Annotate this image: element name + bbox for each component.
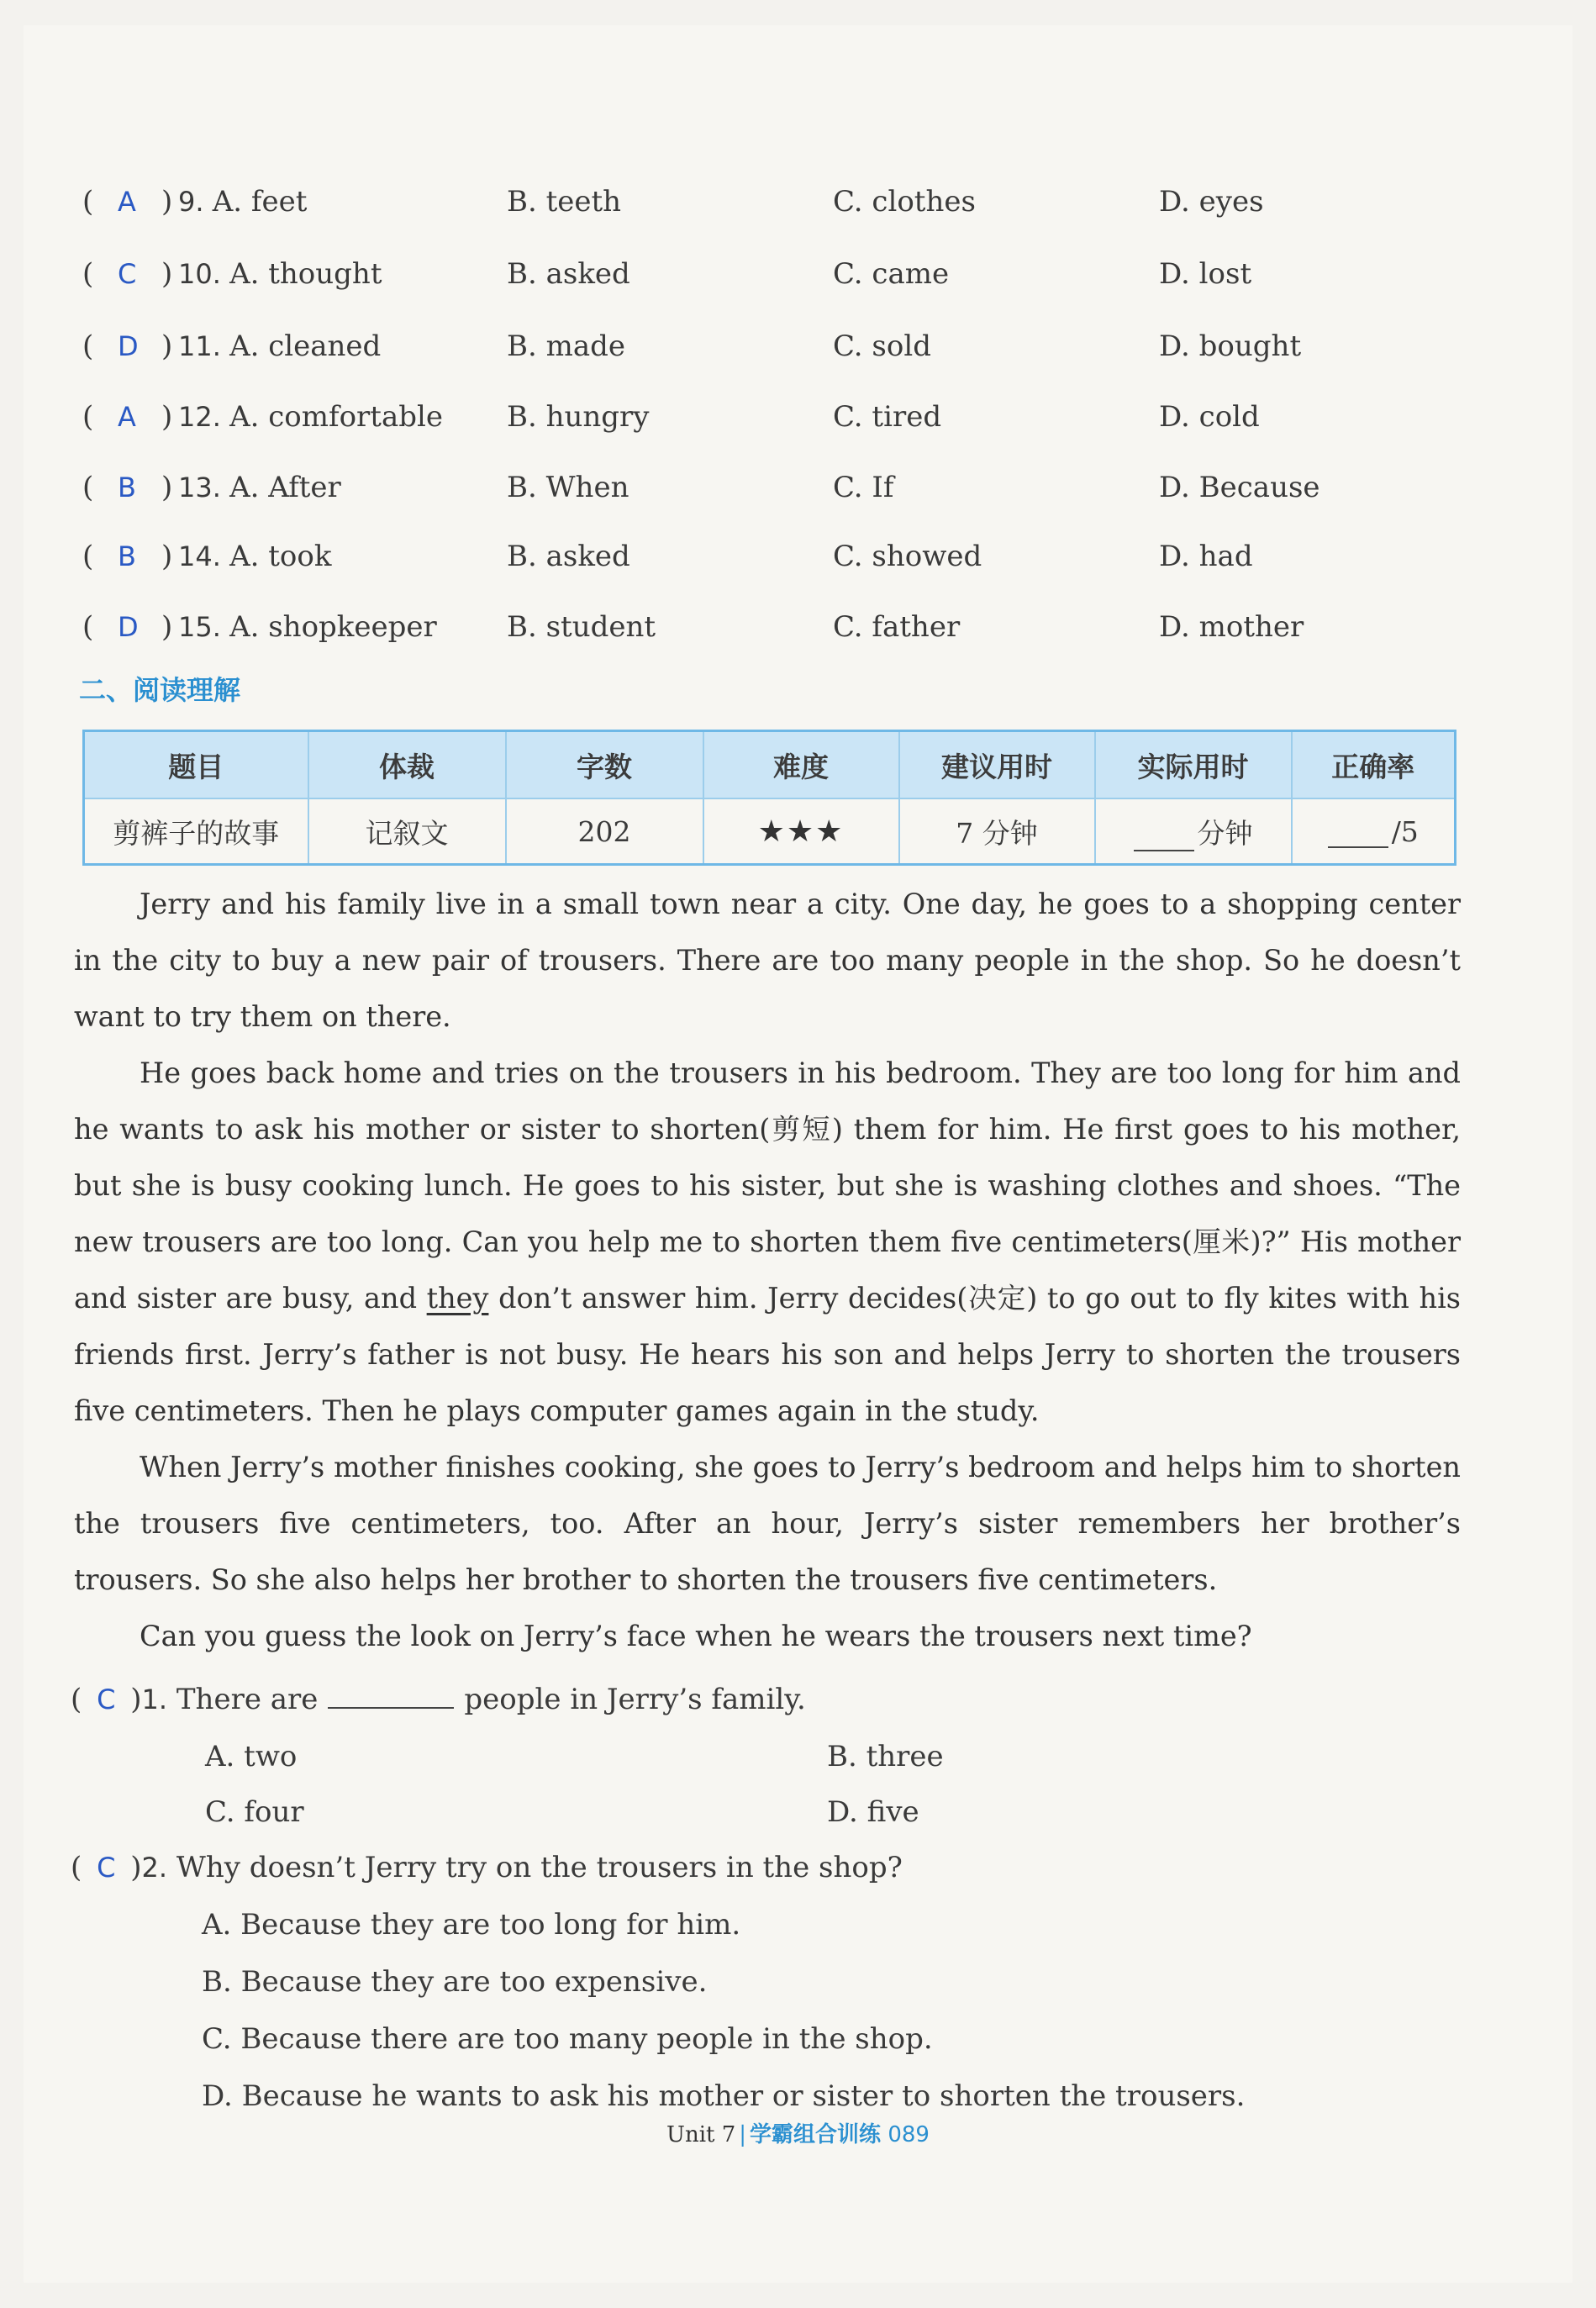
header-actual-time: 实际用时	[1095, 731, 1292, 799]
answer-mark: D	[118, 611, 139, 643]
answer-mark: A	[118, 186, 136, 218]
header-words: 字数	[506, 731, 703, 799]
cloze-row: ( B ) 13. A. After B. When C. If D. Because	[82, 462, 1444, 513]
q1-option-a: A. two	[205, 1740, 298, 1773]
q1-option-b: B. three	[827, 1740, 944, 1773]
header-accuracy: 正确率	[1292, 731, 1456, 799]
question-2: ( C )2. Why doesn’t Jerry try on the trousers in the shop?	[71, 1841, 903, 1894]
passage-paragraph: Jerry and his family live in a small town near a city. One day, he goes to a shopping center in the city to buy a new pair of trousers. There are too many people in the shop. So he doesn’t want to try them on there.	[74, 888, 1461, 1033]
footer-unit: Unit 7	[666, 2122, 736, 2147]
option-b: B. asked	[507, 257, 630, 291]
passage-paragraph: When Jerry’s mother finishes cooking, she goes to Jerry’s bedroom and helps him to shorten the trousers five centimeters, too. After an hour, Jerry’s sister remembers her brother’s trousers. So she also helps her brother to shorten the trousers five centimeters.	[74, 1451, 1461, 1596]
table-row	[84, 798, 1456, 865]
cell-accuracy	[1292, 798, 1456, 865]
option-c: C. sold	[833, 329, 931, 363]
option-d: D. Because	[1159, 471, 1320, 504]
option-a: A. shopkeeper	[229, 610, 437, 644]
question-number: 15. A. shopkeeper	[178, 610, 437, 644]
footer-separator: |	[739, 2122, 747, 2147]
q2-option-d: D. Because he wants to ask his mother or sister to shorten the trousers.	[202, 2079, 1246, 2113]
passage-paragraph: Can you guess the look on Jerry’s face when he wears the trousers next time?	[140, 1620, 1252, 1652]
underlined-word: they	[426, 1282, 489, 1315]
section-title: 二、阅读理解	[79, 674, 241, 706]
page-number: 089	[888, 2122, 930, 2147]
reading-info-table	[82, 730, 1456, 866]
question-1: ( C )1. There are people in Jerry’s family.	[71, 1673, 806, 1726]
cloze-row: ( D ) 11. A. cleaned B. made C. sold D. bought	[82, 321, 1444, 371]
option-d: D. mother	[1159, 610, 1304, 644]
option-d: D. eyes	[1159, 185, 1264, 219]
option-a: A. cleaned	[229, 329, 382, 363]
question-number: 13. A. After	[178, 471, 341, 504]
option-b: B. made	[507, 329, 625, 363]
cell-genre: 记叙文	[308, 798, 506, 865]
q1-option-c: C. four	[205, 1795, 304, 1829]
option-d: D. had	[1159, 540, 1253, 573]
cloze-row: ( A ) 9. A. feet B. teeth C. clothes D. eyes	[82, 177, 1444, 227]
cell-words: 202	[506, 798, 703, 865]
question-number: 10. A. thought	[178, 257, 382, 291]
table-header-row	[84, 731, 1456, 799]
answer-mark: B	[118, 472, 136, 503]
q2-option-b: B. Because they are too expensive.	[202, 1965, 708, 1999]
question-number: 11. A. cleaned	[178, 329, 382, 363]
cell-actual-time	[1095, 798, 1292, 865]
option-a: A. comfortable	[229, 400, 443, 434]
option-c: C. came	[833, 257, 950, 291]
cloze-row: ( D ) 15. A. shopkeeper B. student C. father D. mother	[82, 602, 1444, 652]
header-difficulty: 难度	[703, 731, 899, 799]
answer-mark: B	[118, 540, 136, 572]
answer-mark: A	[118, 401, 136, 433]
option-c: C. tired	[833, 400, 942, 434]
header-genre: 体裁	[308, 731, 506, 799]
answer-mark: C	[97, 1684, 116, 1715]
cloze-row: ( B ) 14. A. took B. asked C. showed D. had	[82, 531, 1444, 582]
option-b: B. teeth	[507, 185, 622, 219]
cell-suggested-time: 7 分钟	[899, 798, 1095, 865]
cloze-row: ( A ) 12. A. comfortable B. hungry C. tired D. cold	[82, 392, 1444, 442]
option-a: A. thought	[229, 257, 382, 291]
q1-option-d: D. five	[827, 1795, 919, 1829]
accuracy-blank[interactable]	[1328, 821, 1388, 848]
option-d: D. lost	[1159, 257, 1252, 291]
passage-paragraph: He goes back home and tries on the trousers in his bedroom. They are too long for him and he wants to ask his mother or sister to shorten(剪短) them for him. He first goes to his mother, but she is busy cooking lunch. He goes to his sister, but she is washing clothes and shoes. “The new trousers are too long. Can you help me to shorten them five centimeters(厘米)?” His mother and sister are busy, and they don’t answer him. Jerry decides(决定) to go out to fly kites with his friends first. Jerry’s father is not busy. He hears his son and helps Jerry to shorten the trousers five centimeters. Then he plays computer games again in the study.	[74, 1057, 1461, 1427]
question-number: 12. A. comfortable	[178, 400, 443, 434]
footer-brand: 学霸组合训练	[750, 2122, 882, 2147]
answer-mark: D	[118, 330, 139, 362]
answer-blank[interactable]	[328, 1678, 454, 1709]
option-a: A. took	[229, 540, 332, 573]
question-number: 14. A. took	[178, 540, 332, 573]
cloze-row: ( C ) 10. A. thought B. asked C. came D. lost	[82, 249, 1444, 299]
option-b: B. student	[507, 610, 656, 644]
accuracy-total: /5	[1391, 814, 1419, 848]
actual-time-blank[interactable]	[1134, 825, 1194, 851]
option-c: C. showed	[833, 540, 982, 573]
question-number: 1.	[141, 1684, 168, 1715]
option-c: C. If	[833, 471, 894, 504]
option-c: C. father	[833, 610, 961, 644]
option-c: C. clothes	[833, 185, 976, 219]
option-a: A. feet	[212, 185, 308, 219]
actual-time-unit: 分钟	[1197, 816, 1253, 850]
question-number: 9. A. feet	[178, 185, 308, 219]
reading-passage	[74, 876, 1461, 1664]
header-suggested-time: 建议用时	[899, 731, 1095, 799]
q2-option-c: C. Because there are too many people in the shop.	[202, 2022, 933, 2056]
question-number: 2.	[141, 1852, 168, 1884]
answer-mark: C	[118, 258, 137, 290]
option-b: B. asked	[507, 540, 630, 573]
option-d: D. bought	[1159, 329, 1302, 363]
option-b: B. hungry	[507, 400, 650, 434]
option-b: B. When	[507, 471, 629, 504]
cell-difficulty-stars: ★★★	[703, 798, 899, 865]
option-a: A. After	[229, 471, 341, 504]
option-d: D. cold	[1159, 400, 1260, 434]
q2-option-a: A. Because they are too long for him.	[202, 1908, 741, 1942]
cell-topic: 剪裤子的故事	[84, 798, 308, 865]
page-footer	[0, 2118, 1596, 2152]
header-topic: 题目	[84, 731, 308, 799]
answer-mark: C	[97, 1852, 116, 1884]
